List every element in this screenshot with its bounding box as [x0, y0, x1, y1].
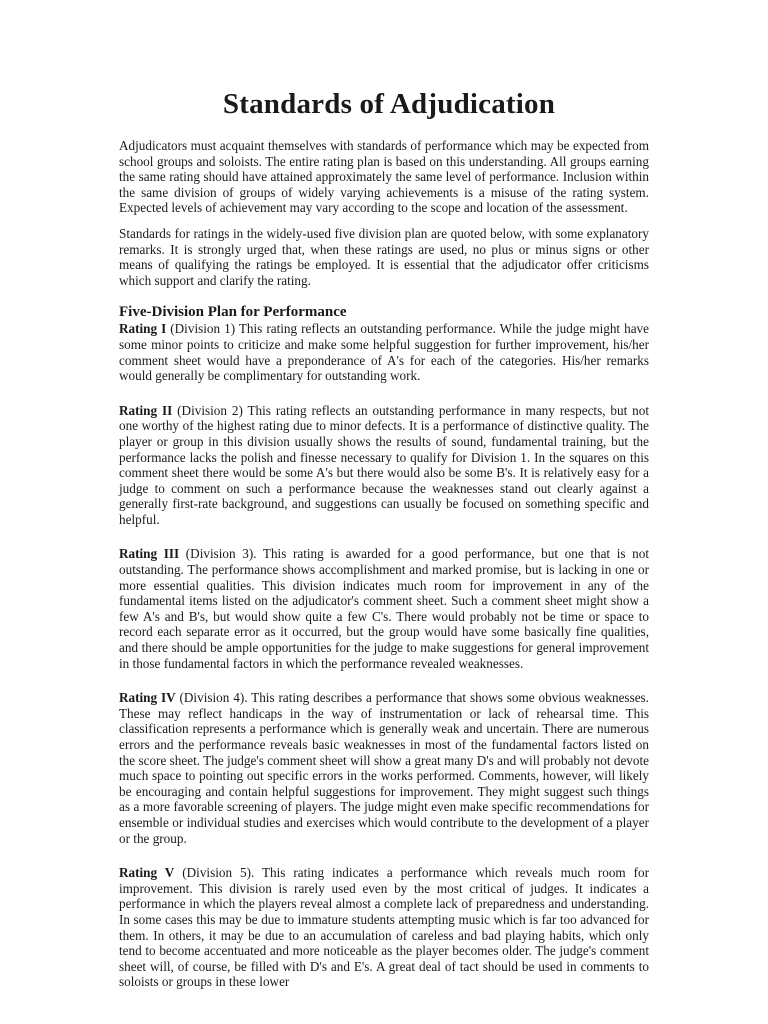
rating-5-label: Rating V [119, 865, 175, 881]
rating-1-text: (Division 1) This rating reflects an outstanding performance. While the judge might have some minor points to criticize and make some helpful suggestion for further improvement, his/her comment sheet would have a preponderance of A's for each of the categories. His/her remarks would generally be complimentary for outstanding work. [119, 321, 649, 384]
rating-1-paragraph [119, 321, 649, 383]
intro-paragraph-1: Adjudicators must acquaint themselves with standards of performance which may be expected from school groups and soloists. The entire rating plan is based on this understanding. All groups earning the same rating should have attained approximately the same level of performance. Inclusion within the same division of groups of widely varying achievements is a misuse of the rating system. Expected levels of achievement may vary according to the scope and location of the assessment. [119, 138, 649, 216]
rating-3-paragraph [119, 546, 649, 671]
rating-2-label: Rating II [119, 402, 173, 418]
rating-4-label: Rating IV [119, 690, 176, 706]
rating-2-text: (Division 2) This rating reflects an outstanding performance in many respects, but not one worthy of the highest rating due to minor defects. It is a performance of distinctive quality. The player or group in this division usually shows the results of sound, fundamental training, but the performance lacks the polish and finesse necessary to qualify for Division 1. In the squares on this comment sheet there would be some A's but there would also be some B's. It is relatively easy for a judge to comment on such a performance because the weaknesses stand out clearly against a generally first-rate background, and suggestions can usually be focused on something specific and helpful. [119, 402, 650, 527]
rating-2-paragraph [119, 403, 649, 528]
document-body [119, 138, 649, 1009]
rating-5-text: (Division 5). This rating indicates a performance which reveals much room for improvement. This division is rarely used even by the most critical of judges. It indicates a performance in which the players reveal almost a complete lack of preparedness and understanding. In some cases this may be due to immature students attempting music which is far too advanced for them. In others, it may be due to an accumulation of careless and bad playing habits, which only tend to become accentuated and more noticeable as the player becomes older. The judge's comment sheet will, of course, be filled with D's and E's. A great deal of tact should be used in comments to soloists or groups in these lower [119, 865, 649, 990]
rating-4-paragraph [119, 690, 649, 846]
intro-paragraph-2: Standards for ratings in the widely-used five division plan are quoted below, with some explanatory remarks. It is strongly urged that, when these ratings are used, no plus or minus signs or other means of qualifying the ratings be employed. It is essential that the adjudicator offer criticisms which support and clarify the rating. [119, 225, 649, 288]
page-title: Standards of Adjudication [222, 88, 556, 120]
rating-1-label: Rating I [119, 321, 167, 337]
section-heading: Five-Division Plan for Performance [119, 304, 347, 321]
rating-3-text: (Division 3). This rating is awarded for a good performance, but one that is not outstanding. The performance shows accomplishment and marked promise, but is lacking in one or more essential qualities. This division indicates much room for improvement in any of the fundamental items listed on the adjudicator's comment sheet. Such a comment sheet might show a few A's and B's, but would show quite a few C's. There would probably not be time or space to record each separate error as it occurred, but the group would have some basically fine qualities, and there should be ample opportunities for the judge to make suggestions for general improvement in those fundamental factors in which the performance revealed weaknesses. [119, 546, 650, 671]
rating-3-label: Rating III [119, 546, 180, 562]
rating-5-paragraph [119, 865, 649, 990]
rating-4-text: (Division 4). This rating describes a performance that shows some obvious weaknesses. These may reflect handicaps in the way of instrumentation or lack of rehearsal time. This classification represents a performance which is generally weak and uncertain. There are numerous errors and the performance reveals basic weaknesses in most of the fundamental factors listed on the score sheet. The judge's comment sheet will show a great many D's and will probably not devote much space to pointing out specific errors in the works performed. Comments, however, will likely be encouraging and contain helpful suggestions for improvement. They might suggest such things as a more favorable screening of players. The judge might even make specific recommendations for ensemble or individual studies and exercises which would contribute to the development of a player or the group. [119, 690, 649, 846]
